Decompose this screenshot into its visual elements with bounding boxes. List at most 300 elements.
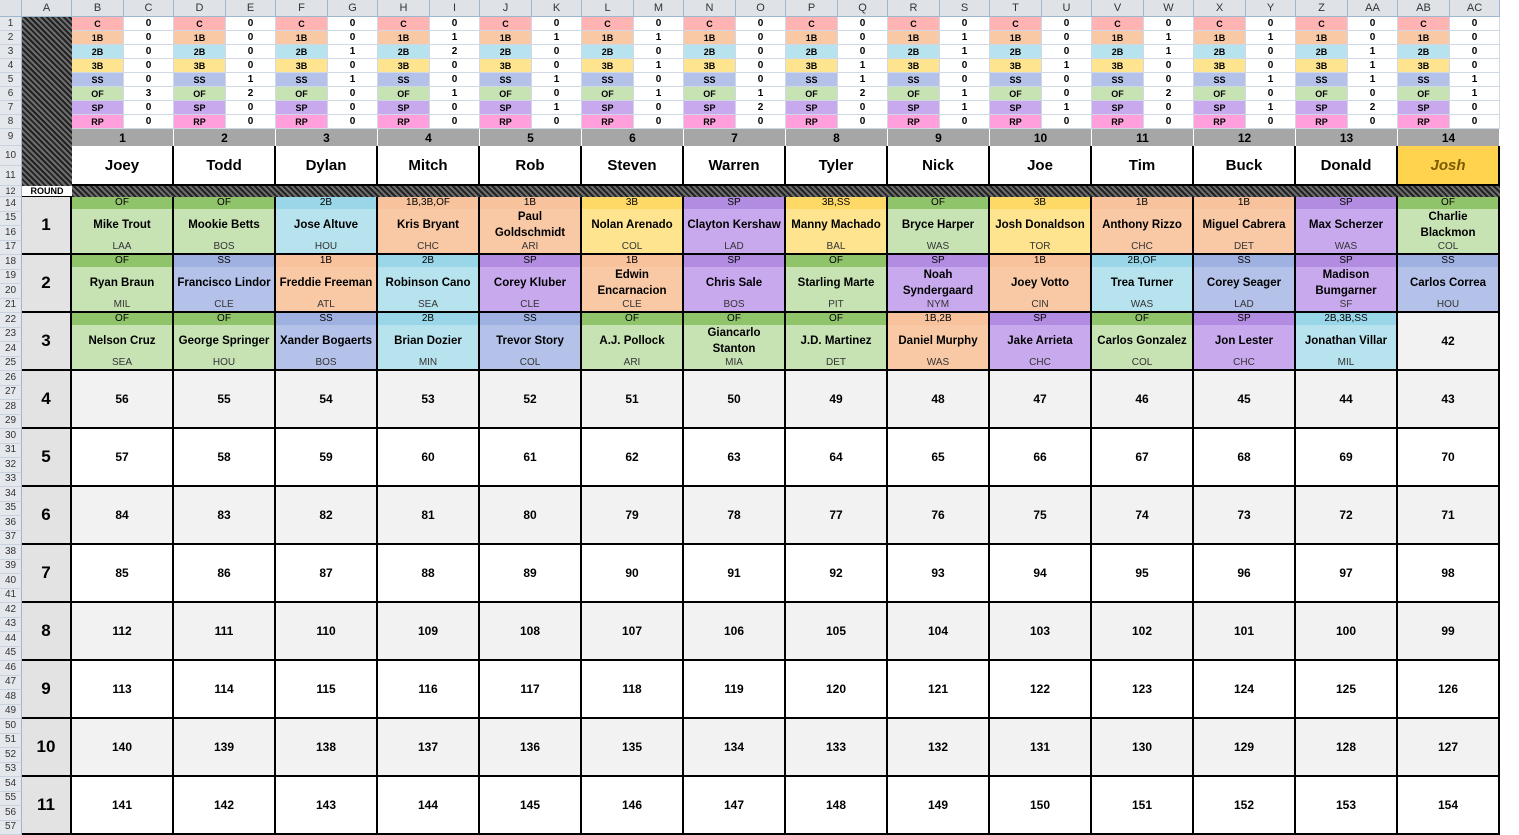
position-count-cell[interactable]: 0 <box>1450 115 1500 129</box>
position-label-cell[interactable]: 3B <box>378 59 430 73</box>
column-header-p[interactable]: P <box>786 0 838 17</box>
pick-slot-number[interactable]: 112 <box>72 603 174 661</box>
player-pick-card[interactable] <box>72 255 174 313</box>
position-label-cell[interactable]: C <box>1194 17 1246 31</box>
pick-slot-number[interactable]: 44 <box>1296 371 1398 429</box>
pick-slot-number[interactable]: 93 <box>888 545 990 603</box>
row-header[interactable]: 55 <box>0 792 22 807</box>
position-label-cell[interactable]: SP <box>582 101 634 115</box>
pick-slot-number[interactable]: 139 <box>174 719 276 777</box>
position-label-cell[interactable]: SP <box>990 101 1042 115</box>
position-label-cell[interactable]: RP <box>72 115 124 129</box>
team-name-header[interactable]: Dylan <box>276 146 378 186</box>
position-label-cell[interactable]: C <box>480 17 532 31</box>
row-header[interactable]: 7 <box>0 101 22 115</box>
position-count-cell[interactable]: 1 <box>634 31 684 45</box>
position-count-cell[interactable]: 0 <box>532 87 582 101</box>
position-label-cell[interactable]: SP <box>1194 101 1246 115</box>
position-count-cell[interactable]: 0 <box>1246 45 1296 59</box>
player-pick-card[interactable] <box>1194 197 1296 255</box>
position-label-cell[interactable]: C <box>786 17 838 31</box>
pick-slot-number[interactable]: 141 <box>72 777 174 835</box>
position-count-cell[interactable]: 2 <box>430 45 480 59</box>
position-label-cell[interactable]: 1B <box>582 31 634 45</box>
position-label-cell[interactable]: OF <box>72 87 124 101</box>
position-count-cell[interactable]: 1 <box>940 31 990 45</box>
position-label-cell[interactable]: 3B <box>1398 59 1450 73</box>
row-header[interactable]: 47 <box>0 676 22 691</box>
position-count-cell[interactable]: 0 <box>736 59 786 73</box>
row-header[interactable]: 46 <box>0 661 22 676</box>
player-pick-card[interactable] <box>276 255 378 313</box>
row-header[interactable]: 16 <box>0 226 22 241</box>
player-pick-card[interactable] <box>990 255 1092 313</box>
position-label-cell[interactable]: 1B <box>1194 31 1246 45</box>
position-count-cell[interactable]: 1 <box>634 59 684 73</box>
position-count-cell[interactable]: 1 <box>940 45 990 59</box>
position-count-cell[interactable]: 1 <box>1348 45 1398 59</box>
row-header[interactable]: 10 <box>0 146 22 166</box>
pick-slot-number[interactable]: 83 <box>174 487 276 545</box>
pick-slot-number[interactable]: 140 <box>72 719 174 777</box>
position-count-cell[interactable]: 0 <box>1450 59 1500 73</box>
player-pick-card[interactable] <box>888 197 990 255</box>
position-count-cell[interactable]: 0 <box>1144 115 1194 129</box>
player-pick-card[interactable] <box>786 197 888 255</box>
pick-slot-number[interactable]: 80 <box>480 487 582 545</box>
pick-slot-number[interactable]: 63 <box>684 429 786 487</box>
position-label-cell[interactable]: 2B <box>1398 45 1450 59</box>
position-label-cell[interactable]: C <box>378 17 430 31</box>
pick-slot-number[interactable]: 117 <box>480 661 582 719</box>
position-count-cell[interactable]: 1 <box>1246 73 1296 87</box>
position-count-cell[interactable]: 1 <box>1144 45 1194 59</box>
position-count-cell[interactable]: 1 <box>1348 59 1398 73</box>
position-count-cell[interactable]: 0 <box>1450 101 1500 115</box>
player-pick-card[interactable] <box>582 313 684 371</box>
position-label-cell[interactable]: 1B <box>480 31 532 45</box>
row-header[interactable]: 38 <box>0 545 22 560</box>
position-count-cell[interactable]: 0 <box>634 115 684 129</box>
pick-slot-number[interactable]: 49 <box>786 371 888 429</box>
position-count-cell[interactable]: 0 <box>736 17 786 31</box>
player-pick-card[interactable] <box>1296 313 1398 371</box>
row-header[interactable]: 43 <box>0 618 22 633</box>
position-count-cell[interactable]: 2 <box>1348 101 1398 115</box>
pick-slot-number[interactable]: 122 <box>990 661 1092 719</box>
position-label-cell[interactable]: 1B <box>888 31 940 45</box>
column-header-k[interactable]: K <box>532 0 582 17</box>
pick-slot-number[interactable]: 59 <box>276 429 378 487</box>
position-count-cell[interactable]: 1 <box>430 87 480 101</box>
position-label-cell[interactable]: 3B <box>1092 59 1144 73</box>
player-pick-card[interactable] <box>888 313 990 371</box>
pick-slot-number[interactable]: 81 <box>378 487 480 545</box>
pick-slot-number[interactable]: 144 <box>378 777 480 835</box>
team-name-header[interactable]: Tyler <box>786 146 888 186</box>
position-count-cell[interactable]: 0 <box>940 59 990 73</box>
player-pick-card[interactable] <box>480 255 582 313</box>
pick-slot-number[interactable]: 58 <box>174 429 276 487</box>
position-count-cell[interactable]: 0 <box>328 59 378 73</box>
pick-slot-number[interactable]: 125 <box>1296 661 1398 719</box>
row-header[interactable]: 2 <box>0 31 22 45</box>
position-label-cell[interactable]: 3B <box>1296 59 1348 73</box>
position-count-cell[interactable]: 1 <box>1144 31 1194 45</box>
column-header-x[interactable]: X <box>1194 0 1246 17</box>
position-count-cell[interactable]: 0 <box>1246 17 1296 31</box>
row-header[interactable]: 11 <box>0 166 22 186</box>
position-label-cell[interactable]: C <box>174 17 226 31</box>
player-pick-card[interactable] <box>1092 255 1194 313</box>
position-label-cell[interactable]: 3B <box>582 59 634 73</box>
player-pick-card[interactable] <box>276 197 378 255</box>
position-label-cell[interactable]: 1B <box>276 31 328 45</box>
position-label-cell[interactable]: 2B <box>786 45 838 59</box>
row-header[interactable]: 27 <box>0 386 22 401</box>
position-count-cell[interactable]: 0 <box>430 115 480 129</box>
column-header-ab[interactable]: AB <box>1398 0 1450 17</box>
position-count-cell[interactable]: 0 <box>124 45 174 59</box>
pick-slot-number[interactable]: 60 <box>378 429 480 487</box>
pick-slot-number[interactable]: 115 <box>276 661 378 719</box>
position-count-cell[interactable]: 0 <box>226 115 276 129</box>
pick-slot-number[interactable]: 84 <box>72 487 174 545</box>
position-count-cell[interactable]: 1 <box>532 73 582 87</box>
pick-slot-number[interactable]: 76 <box>888 487 990 545</box>
column-header-m[interactable]: M <box>634 0 684 17</box>
pick-slot-number[interactable]: 82 <box>276 487 378 545</box>
position-label-cell[interactable]: RP <box>786 115 838 129</box>
column-header-o[interactable]: O <box>736 0 786 17</box>
position-label-cell[interactable]: RP <box>276 115 328 129</box>
position-count-cell[interactable]: 0 <box>226 17 276 31</box>
position-count-cell[interactable]: 0 <box>124 17 174 31</box>
position-count-cell[interactable]: 0 <box>634 73 684 87</box>
position-label-cell[interactable]: 3B <box>1194 59 1246 73</box>
position-label-cell[interactable]: 2B <box>276 45 328 59</box>
pick-slot-number[interactable]: 89 <box>480 545 582 603</box>
pick-slot-number[interactable]: 111 <box>174 603 276 661</box>
pick-slot-number[interactable]: 74 <box>1092 487 1194 545</box>
pick-slot-number[interactable]: 123 <box>1092 661 1194 719</box>
position-count-cell[interactable]: 1 <box>838 73 888 87</box>
position-count-cell[interactable]: 0 <box>1144 17 1194 31</box>
position-count-cell[interactable]: 1 <box>1450 73 1500 87</box>
position-count-cell[interactable]: 0 <box>1450 17 1500 31</box>
position-label-cell[interactable]: 1B <box>786 31 838 45</box>
pick-slot-number[interactable]: 103 <box>990 603 1092 661</box>
player-pick-card[interactable] <box>276 313 378 371</box>
pick-slot-number[interactable]: 87 <box>276 545 378 603</box>
row-header[interactable]: 36 <box>0 516 22 531</box>
row-header[interactable]: 50 <box>0 719 22 734</box>
position-label-cell[interactable]: C <box>1296 17 1348 31</box>
position-count-cell[interactable]: 0 <box>532 45 582 59</box>
pick-slot-number[interactable]: 45 <box>1194 371 1296 429</box>
pick-slot-number[interactable]: 129 <box>1194 719 1296 777</box>
column-header-y[interactable]: Y <box>1246 0 1296 17</box>
column-header-h[interactable]: H <box>378 0 430 17</box>
pick-slot-number[interactable]: 110 <box>276 603 378 661</box>
pick-slot-number[interactable]: 134 <box>684 719 786 777</box>
pick-slot-number[interactable]: 120 <box>786 661 888 719</box>
pick-slot-number[interactable]: 101 <box>1194 603 1296 661</box>
position-label-cell[interactable]: 2B <box>174 45 226 59</box>
position-label-cell[interactable]: RP <box>378 115 430 129</box>
player-pick-card[interactable] <box>480 197 582 255</box>
pick-slot-number[interactable]: 64 <box>786 429 888 487</box>
row-header[interactable]: 24 <box>0 342 22 357</box>
position-count-cell[interactable]: 0 <box>328 87 378 101</box>
position-label-cell[interactable]: 3B <box>684 59 736 73</box>
pick-slot-number[interactable]: 75 <box>990 487 1092 545</box>
player-pick-card[interactable] <box>684 313 786 371</box>
pick-slot-number[interactable]: 78 <box>684 487 786 545</box>
row-header[interactable]: 48 <box>0 690 22 705</box>
pick-slot-number[interactable]: 108 <box>480 603 582 661</box>
position-label-cell[interactable]: OF <box>174 87 226 101</box>
position-label-cell[interactable]: SP <box>888 101 940 115</box>
position-count-cell[interactable]: 2 <box>736 101 786 115</box>
row-header[interactable]: 37 <box>0 531 22 546</box>
position-count-cell[interactable]: 0 <box>532 59 582 73</box>
position-count-cell[interactable]: 0 <box>430 59 480 73</box>
player-pick-card[interactable] <box>684 255 786 313</box>
position-label-cell[interactable]: C <box>1398 17 1450 31</box>
position-count-cell[interactable]: 1 <box>940 101 990 115</box>
team-name-header[interactable]: Tim <box>1092 146 1194 186</box>
row-header[interactable]: 33 <box>0 473 22 488</box>
position-label-cell[interactable]: SS <box>1296 73 1348 87</box>
position-count-cell[interactable]: 0 <box>1348 17 1398 31</box>
column-header-s[interactable]: S <box>940 0 990 17</box>
position-label-cell[interactable]: 1B <box>1398 31 1450 45</box>
position-count-cell[interactable]: 1 <box>736 87 786 101</box>
pick-slot-number[interactable]: 151 <box>1092 777 1194 835</box>
pick-slot-number[interactable]: 79 <box>582 487 684 545</box>
pick-slot-number[interactable]: 145 <box>480 777 582 835</box>
team-name-header[interactable]: Donald <box>1296 146 1398 186</box>
position-count-cell[interactable]: 0 <box>634 45 684 59</box>
position-label-cell[interactable]: C <box>684 17 736 31</box>
column-header-a[interactable]: A <box>22 0 72 17</box>
column-header-ac[interactable]: AC <box>1450 0 1500 17</box>
row-header[interactable]: 20 <box>0 284 22 299</box>
position-count-cell[interactable]: 0 <box>1042 115 1092 129</box>
position-count-cell[interactable]: 0 <box>634 101 684 115</box>
player-pick-card[interactable] <box>786 313 888 371</box>
row-header[interactable]: 34 <box>0 487 22 502</box>
position-label-cell[interactable]: OF <box>480 87 532 101</box>
row-header[interactable]: 51 <box>0 734 22 749</box>
pick-slot-number[interactable]: 51 <box>582 371 684 429</box>
position-label-cell[interactable]: C <box>888 17 940 31</box>
row-header[interactable]: 17 <box>0 241 22 256</box>
position-label-cell[interactable]: SS <box>378 73 430 87</box>
position-label-cell[interactable]: 2B <box>1194 45 1246 59</box>
row-header[interactable]: 25 <box>0 357 22 372</box>
pick-slot-number[interactable]: 57 <box>72 429 174 487</box>
position-count-cell[interactable]: 0 <box>1450 31 1500 45</box>
pick-slot-number[interactable]: 54 <box>276 371 378 429</box>
position-count-cell[interactable]: 0 <box>532 115 582 129</box>
player-pick-card[interactable] <box>582 255 684 313</box>
pick-slot-number[interactable]: 95 <box>1092 545 1194 603</box>
pick-slot-number[interactable]: 46 <box>1092 371 1194 429</box>
pick-slot-number[interactable]: 96 <box>1194 545 1296 603</box>
player-pick-card[interactable] <box>1296 197 1398 255</box>
player-pick-card[interactable] <box>888 255 990 313</box>
pick-slot-number[interactable]: 113 <box>72 661 174 719</box>
player-pick-card[interactable] <box>174 313 276 371</box>
position-count-cell[interactable]: 0 <box>736 115 786 129</box>
position-label-cell[interactable]: OF <box>378 87 430 101</box>
position-count-cell[interactable]: 3 <box>124 87 174 101</box>
column-header-d[interactable]: D <box>174 0 226 17</box>
column-header-l[interactable]: L <box>582 0 634 17</box>
position-label-cell[interactable]: SS <box>72 73 124 87</box>
pick-slot-number[interactable]: 128 <box>1296 719 1398 777</box>
position-label-cell[interactable]: 1B <box>1092 31 1144 45</box>
position-label-cell[interactable]: SS <box>276 73 328 87</box>
pick-slot-number[interactable]: 149 <box>888 777 990 835</box>
position-count-cell[interactable]: 0 <box>838 101 888 115</box>
pick-slot-number[interactable]: 92 <box>786 545 888 603</box>
position-label-cell[interactable]: 2B <box>1296 45 1348 59</box>
pick-slot-number[interactable]: 73 <box>1194 487 1296 545</box>
position-label-cell[interactable]: OF <box>786 87 838 101</box>
position-label-cell[interactable]: SS <box>990 73 1042 87</box>
position-label-cell[interactable]: SS <box>786 73 838 87</box>
row-header[interactable]: 53 <box>0 763 22 778</box>
pick-slot-number[interactable]: 136 <box>480 719 582 777</box>
row-header[interactable]: 45 <box>0 647 22 662</box>
player-pick-card[interactable] <box>378 313 480 371</box>
position-label-cell[interactable]: SP <box>786 101 838 115</box>
position-count-cell[interactable]: 1 <box>1348 73 1398 87</box>
position-count-cell[interactable]: 0 <box>1348 115 1398 129</box>
position-count-cell[interactable]: 1 <box>1450 87 1500 101</box>
pick-slot-number[interactable]: 88 <box>378 545 480 603</box>
row-header[interactable]: 41 <box>0 589 22 604</box>
player-pick-card[interactable] <box>1194 313 1296 371</box>
player-pick-card[interactable] <box>1398 255 1500 313</box>
position-count-cell[interactable]: 0 <box>1246 115 1296 129</box>
pick-slot-number[interactable]: 77 <box>786 487 888 545</box>
player-pick-card[interactable] <box>378 255 480 313</box>
position-count-cell[interactable]: 0 <box>328 17 378 31</box>
row-header[interactable]: 26 <box>0 371 22 386</box>
position-count-cell[interactable]: 0 <box>430 17 480 31</box>
pick-slot-number[interactable]: 124 <box>1194 661 1296 719</box>
pick-slot-number[interactable]: 133 <box>786 719 888 777</box>
pick-slot-number[interactable]: 102 <box>1092 603 1194 661</box>
position-count-cell[interactable]: 0 <box>226 31 276 45</box>
row-header[interactable]: 31 <box>0 444 22 459</box>
pick-slot-number[interactable]: 143 <box>276 777 378 835</box>
position-label-cell[interactable]: 1B <box>378 31 430 45</box>
pick-slot-number[interactable]: 65 <box>888 429 990 487</box>
column-header-g[interactable]: G <box>328 0 378 17</box>
pick-slot-number[interactable]: 52 <box>480 371 582 429</box>
column-header-e[interactable]: E <box>226 0 276 17</box>
position-count-cell[interactable]: 0 <box>940 17 990 31</box>
row-header[interactable]: 22 <box>0 313 22 328</box>
position-count-cell[interactable]: 2 <box>838 87 888 101</box>
position-count-cell[interactable]: 0 <box>124 59 174 73</box>
position-label-cell[interactable]: 1B <box>174 31 226 45</box>
team-name-header[interactable]: Joe <box>990 146 1092 186</box>
position-count-cell[interactable]: 0 <box>1042 17 1092 31</box>
pick-slot-number[interactable]: 121 <box>888 661 990 719</box>
pick-slot-number[interactable]: 85 <box>72 545 174 603</box>
row-header[interactable]: 40 <box>0 574 22 589</box>
position-label-cell[interactable]: OF <box>1398 87 1450 101</box>
column-header-aa[interactable]: AA <box>1348 0 1398 17</box>
pick-slot-number[interactable]: 100 <box>1296 603 1398 661</box>
row-header[interactable]: 18 <box>0 255 22 270</box>
position-count-cell[interactable]: 1 <box>1042 59 1092 73</box>
row-header[interactable]: 39 <box>0 560 22 575</box>
position-count-cell[interactable]: 0 <box>1042 73 1092 87</box>
position-label-cell[interactable]: 2B <box>582 45 634 59</box>
position-count-cell[interactable]: 1 <box>634 87 684 101</box>
pick-slot-number[interactable]: 70 <box>1398 429 1500 487</box>
player-pick-card[interactable] <box>990 313 1092 371</box>
position-label-cell[interactable]: SS <box>174 73 226 87</box>
pick-slot-number[interactable]: 127 <box>1398 719 1500 777</box>
row-header[interactable]: 54 <box>0 777 22 792</box>
position-label-cell[interactable]: SP <box>1296 101 1348 115</box>
pick-slot-number[interactable]: 53 <box>378 371 480 429</box>
position-count-cell[interactable]: 0 <box>226 45 276 59</box>
pick-slot-number[interactable]: 118 <box>582 661 684 719</box>
pick-slot-number[interactable]: 119 <box>684 661 786 719</box>
position-label-cell[interactable]: 3B <box>276 59 328 73</box>
position-count-cell[interactable]: 0 <box>838 31 888 45</box>
pick-slot-number[interactable]: 142 <box>174 777 276 835</box>
pick-slot-number[interactable]: 90 <box>582 545 684 603</box>
position-count-cell[interactable]: 0 <box>430 73 480 87</box>
position-label-cell[interactable]: 1B <box>72 31 124 45</box>
team-name-header[interactable]: Steven <box>582 146 684 186</box>
pick-slot-number[interactable]: 56 <box>72 371 174 429</box>
position-label-cell[interactable]: RP <box>1092 115 1144 129</box>
row-header[interactable]: 15 <box>0 212 22 227</box>
position-label-cell[interactable]: C <box>276 17 328 31</box>
position-label-cell[interactable]: OF <box>276 87 328 101</box>
position-count-cell[interactable]: 0 <box>838 45 888 59</box>
pick-slot-number[interactable]: 86 <box>174 545 276 603</box>
pick-slot-number[interactable]: 50 <box>684 371 786 429</box>
team-name-header[interactable]: Mitch <box>378 146 480 186</box>
pick-slot-number[interactable]: 107 <box>582 603 684 661</box>
team-name-header[interactable]: Buck <box>1194 146 1296 186</box>
player-pick-card[interactable] <box>174 197 276 255</box>
position-count-cell[interactable]: 0 <box>1246 87 1296 101</box>
position-label-cell[interactable]: SS <box>480 73 532 87</box>
position-label-cell[interactable]: 2B <box>990 45 1042 59</box>
pick-slot-number[interactable]: 68 <box>1194 429 1296 487</box>
pick-slot-number[interactable]: 61 <box>480 429 582 487</box>
position-count-cell[interactable]: 0 <box>328 31 378 45</box>
position-label-cell[interactable]: 2B <box>684 45 736 59</box>
position-count-cell[interactable]: 1 <box>1246 31 1296 45</box>
column-header-n[interactable]: N <box>684 0 736 17</box>
pick-slot-number[interactable]: 152 <box>1194 777 1296 835</box>
position-count-cell[interactable]: 0 <box>1144 59 1194 73</box>
